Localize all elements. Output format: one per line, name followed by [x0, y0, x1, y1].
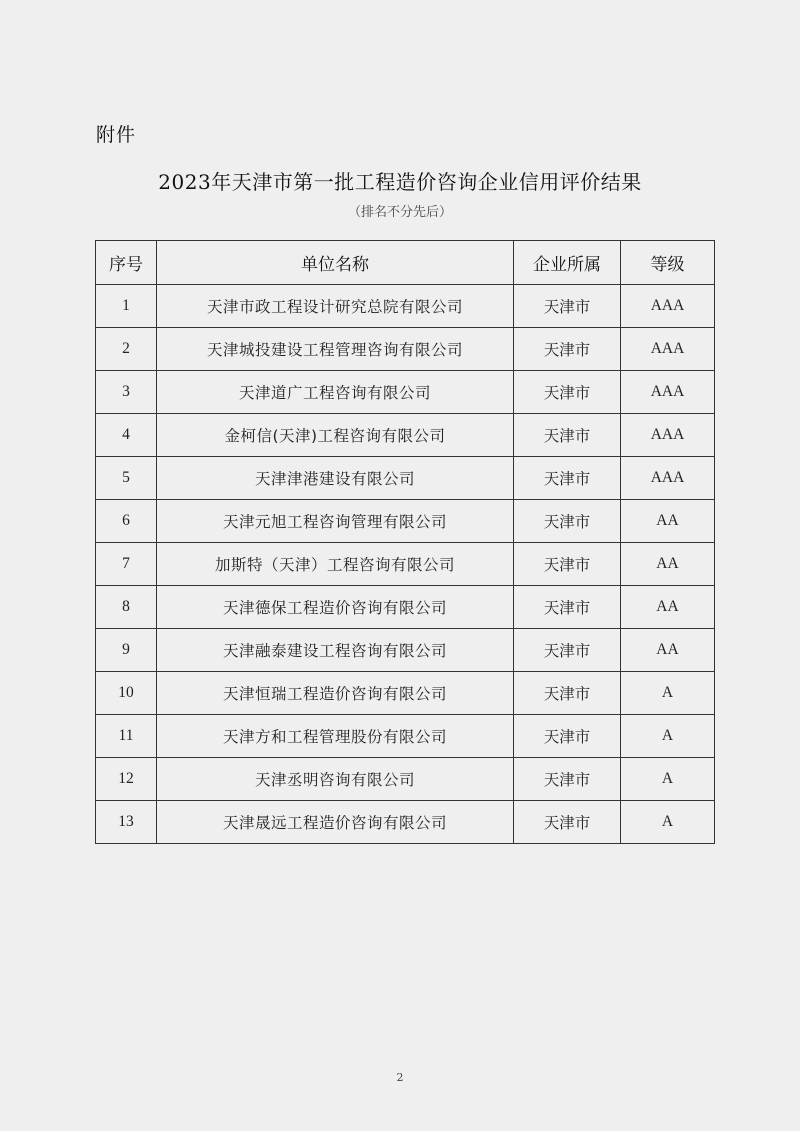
cell-grade: A [621, 715, 715, 758]
cell-grade: AAA [621, 371, 715, 414]
cell-serial-number: 13 [96, 801, 157, 844]
cell-region: 天津市 [514, 801, 621, 844]
cell-region: 天津市 [514, 500, 621, 543]
cell-company-name: 加斯特（天津）工程咨询有限公司 [157, 543, 514, 586]
cell-grade: AA [621, 543, 715, 586]
cell-serial-number: 1 [96, 285, 157, 328]
table-row [96, 328, 715, 371]
cell-region: 天津市 [514, 715, 621, 758]
cell-serial-number: 7 [96, 543, 157, 586]
cell-region: 天津市 [514, 672, 621, 715]
cell-region: 天津市 [514, 629, 621, 672]
cell-serial-number: 10 [96, 672, 157, 715]
cell-serial-number: 4 [96, 414, 157, 457]
cell-grade: A [621, 672, 715, 715]
header-grade: 等级 [621, 241, 715, 285]
table-row [96, 371, 715, 414]
cell-region: 天津市 [514, 586, 621, 629]
cell-company-name: 天津津港建设有限公司 [157, 457, 514, 500]
results-table [95, 240, 715, 844]
cell-company-name: 天津丞明咨询有限公司 [157, 758, 514, 801]
header-company-name: 单位名称 [157, 241, 514, 285]
cell-company-name: 天津道广工程咨询有限公司 [157, 371, 514, 414]
attachment-label: 附件 [96, 124, 137, 146]
cell-company-name: 天津市政工程设计研究总院有限公司 [157, 285, 514, 328]
cell-company-name: 金柯信(天津)工程咨询有限公司 [157, 414, 514, 457]
table-row [96, 500, 715, 543]
table-body [96, 285, 715, 844]
cell-region: 天津市 [514, 328, 621, 371]
header-serial-number: 序号 [96, 241, 157, 285]
document-title: 2023年天津市第一批工程造价咨询企业信用评价结果 [158, 170, 642, 194]
cell-grade: AA [621, 629, 715, 672]
cell-company-name: 天津融泰建设工程咨询有限公司 [157, 629, 514, 672]
table-row [96, 285, 715, 328]
cell-grade: AAA [621, 285, 715, 328]
table-row [96, 672, 715, 715]
cell-company-name: 天津德保工程造价咨询有限公司 [157, 586, 514, 629]
cell-company-name: 天津元旭工程咨询管理有限公司 [157, 500, 514, 543]
cell-grade: AA [621, 500, 715, 543]
cell-grade: AAA [621, 328, 715, 371]
table-row [96, 629, 715, 672]
cell-region: 天津市 [514, 285, 621, 328]
header-region: 企业所属 [514, 241, 621, 285]
cell-region: 天津市 [514, 371, 621, 414]
cell-serial-number: 8 [96, 586, 157, 629]
cell-serial-number: 9 [96, 629, 157, 672]
cell-serial-number: 3 [96, 371, 157, 414]
cell-region: 天津市 [514, 758, 621, 801]
table-row [96, 801, 715, 844]
cell-region: 天津市 [514, 414, 621, 457]
cell-company-name: 天津城投建设工程管理咨询有限公司 [157, 328, 514, 371]
table-header-row [96, 241, 715, 285]
cell-region: 天津市 [514, 543, 621, 586]
cell-grade: AA [621, 586, 715, 629]
cell-serial-number: 11 [96, 715, 157, 758]
cell-grade: A [621, 801, 715, 844]
document-subtitle: （排名不分先后） [347, 205, 452, 220]
cell-grade: AAA [621, 414, 715, 457]
page-number: 2 [396, 1071, 404, 1084]
cell-company-name: 天津恒瑞工程造价咨询有限公司 [157, 672, 514, 715]
cell-serial-number: 2 [96, 328, 157, 371]
table-row [96, 758, 715, 801]
table-row [96, 586, 715, 629]
cell-serial-number: 6 [96, 500, 157, 543]
cell-company-name: 天津晟远工程造价咨询有限公司 [157, 801, 514, 844]
cell-company-name: 天津方和工程管理股份有限公司 [157, 715, 514, 758]
cell-serial-number: 5 [96, 457, 157, 500]
table-row [96, 414, 715, 457]
table-row [96, 715, 715, 758]
table-row [96, 543, 715, 586]
table-row [96, 457, 715, 500]
cell-grade: AAA [621, 457, 715, 500]
cell-grade: A [621, 758, 715, 801]
cell-region: 天津市 [514, 457, 621, 500]
cell-serial-number: 12 [96, 758, 157, 801]
